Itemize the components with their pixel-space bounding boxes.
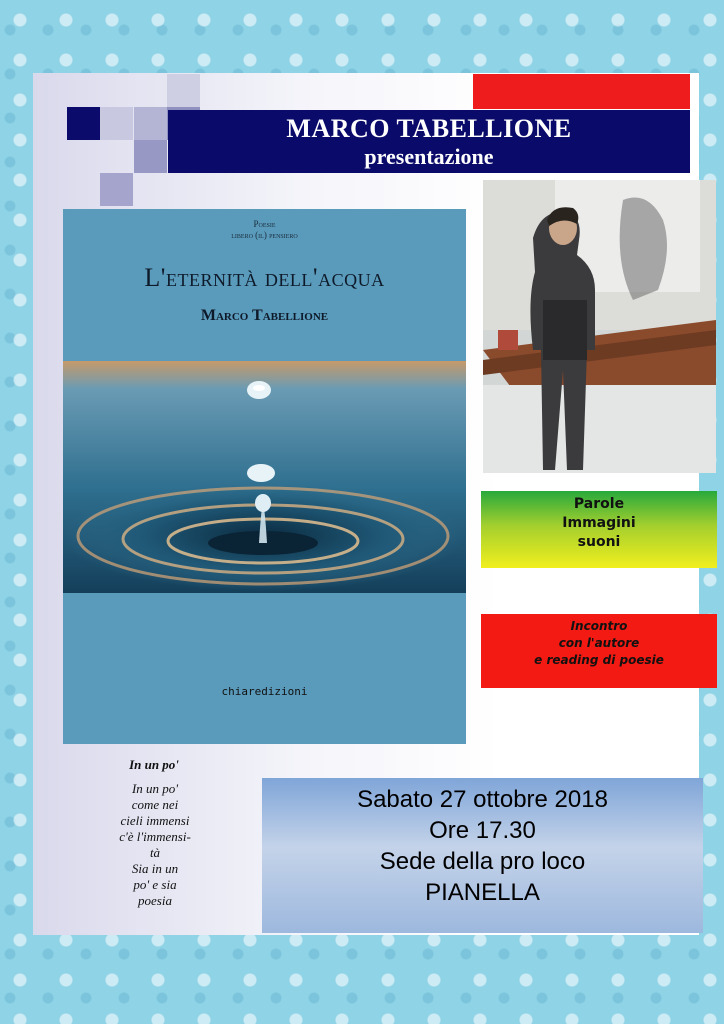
poem-line: In un po': [131, 781, 179, 796]
poem-line: Sia in un: [131, 861, 179, 876]
poem-line: poesia: [138, 893, 172, 908]
cover-title: L'eternità dell'acqua: [144, 263, 385, 292]
event-date: Sabato 27 ottobre 2018: [357, 786, 608, 813]
poem-line: tà: [149, 845, 161, 860]
red-accent-bar: [473, 74, 690, 109]
cover-series-line: Poesie: [253, 219, 276, 229]
event-town: PIANELLA: [425, 879, 540, 906]
info-box-words: [481, 491, 717, 568]
poem-line: cieli immensi: [120, 813, 190, 828]
info-box-line: con l'autore: [558, 636, 640, 650]
poem-line: po' e sia: [133, 877, 177, 892]
decor-square: [134, 140, 167, 173]
decor-square: [100, 173, 133, 206]
book-cover: [63, 209, 466, 744]
info-box-line: Incontro: [570, 619, 628, 633]
header-banner: [168, 110, 690, 173]
author-name: MARCO TABELLIONE: [286, 114, 572, 143]
info-box-line: suoni: [577, 534, 621, 550]
decor-square: [67, 107, 100, 140]
water-drop-image: [63, 361, 466, 593]
publisher-logo: chiaredizioni: [221, 685, 308, 698]
event-place: Sede della pro loco: [379, 848, 586, 875]
info-box-line: Immagini: [562, 515, 636, 531]
decor-square: [134, 107, 167, 140]
cover-series-line: libero (il) pensiero: [231, 230, 298, 240]
event-time: Ore 17.30: [429, 817, 536, 844]
decor-square: [167, 74, 200, 107]
poem-title: In un po': [129, 757, 179, 772]
author-photo: [483, 180, 716, 473]
info-box-meeting: [481, 614, 717, 688]
decor-square: [100, 107, 133, 140]
event-details: [262, 778, 703, 933]
header-subtitle: presentazione: [364, 144, 494, 169]
poem-line: come nei: [131, 797, 179, 812]
cover-series: [63, 219, 466, 241]
cover-author: Marco Tabellione: [200, 307, 329, 324]
poem-text: [100, 781, 210, 909]
author-photo-image: [483, 180, 716, 473]
info-box-line: e reading di poesie: [534, 653, 664, 667]
info-box-line: Parole: [573, 496, 625, 512]
poem-line: c'è l'immensi-: [119, 829, 191, 844]
